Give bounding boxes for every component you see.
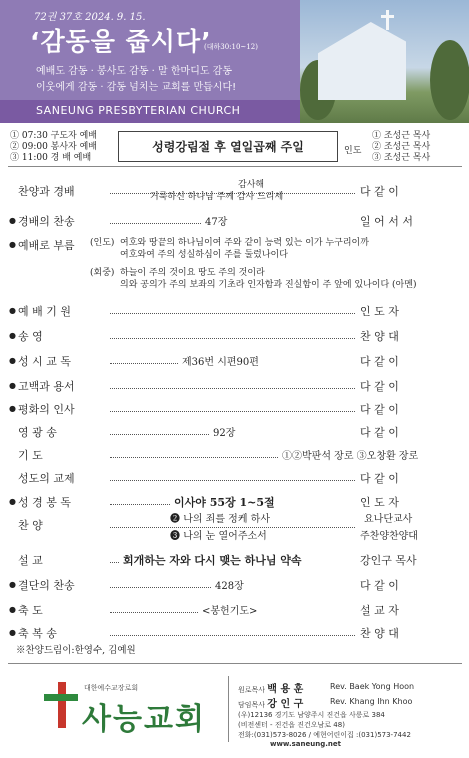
church-english-name: SANEUNG PRESBYTERIAN CHURCH xyxy=(36,104,241,117)
order-row xyxy=(0,574,469,596)
denomination: 대한예수교장로회 xyxy=(84,684,139,692)
call-response-line-1: 하늘이 주의 것이요 땅도 주의 것이라 xyxy=(120,268,265,278)
order-item-content: <봉헌기도> xyxy=(202,606,258,617)
choir-piece xyxy=(170,531,267,542)
order-item-label: 기 도 xyxy=(18,449,43,462)
dotted-leader xyxy=(110,587,211,588)
logo-cross-vertical xyxy=(58,682,66,728)
order-item-content: 92장 xyxy=(213,428,236,439)
logo-cross-horizontal xyxy=(44,694,78,701)
dotted-leader xyxy=(110,612,198,613)
choir-piece-mark: ❸ xyxy=(170,531,180,542)
divider xyxy=(8,663,462,664)
order-item-content: ①②박판석 장로 ③오창환 장로 xyxy=(282,451,419,462)
dotted-leader xyxy=(110,388,355,389)
dotted-leader xyxy=(110,562,119,563)
order-item-label: 찬 양 xyxy=(18,519,43,532)
bulletin-header xyxy=(0,0,469,123)
footer-divider xyxy=(228,676,229,742)
service-time: ② 09:00 봉사자 예배 xyxy=(10,142,97,152)
order-item-leader: 다 같 이 xyxy=(360,426,399,439)
dotted-leader xyxy=(110,411,355,412)
order-item-content: 이사야 55장 1~5절 xyxy=(174,496,275,509)
order-item-label: 설 교 xyxy=(18,554,43,567)
order-row xyxy=(0,421,469,443)
order-row xyxy=(0,444,469,466)
order-item-leader: 다 같 이 xyxy=(360,472,399,485)
service-pastors xyxy=(372,131,430,164)
order-item-label: 축 도 xyxy=(18,604,43,617)
slogan-line-2: 이웃에게 감동 · 감동 넘치는 교회를 만듭시다! xyxy=(36,82,237,93)
order-item-label: 경배의 찬송 xyxy=(18,215,75,228)
call-response-tag: (회중) xyxy=(90,268,115,278)
senior-pastor-label: 원로목사 xyxy=(238,686,266,694)
order-item-label: 영 광 송 xyxy=(18,426,57,439)
tree-image xyxy=(430,40,469,120)
choir-piece xyxy=(170,514,270,525)
stand-marker-icon: ● xyxy=(9,381,16,390)
order-row xyxy=(0,325,469,347)
header-title: ‘감동을 줍시다’ xyxy=(30,27,212,56)
lead-label: 인도 xyxy=(344,146,362,156)
order-item-leader: 다 같 이 xyxy=(360,355,399,368)
lead-pastor xyxy=(238,695,303,710)
slogan-line-1: 예배도 감동 · 봉사도 감동 · 말 한마디도 감동 xyxy=(36,66,233,77)
dotted-leader xyxy=(110,457,278,458)
stand-marker-icon: ● xyxy=(9,605,16,614)
issue-date: 72권 37호 2024. 9. 15. xyxy=(34,12,146,23)
service-times xyxy=(10,131,97,164)
stand-marker-icon: ● xyxy=(9,497,16,506)
praise-song-title: 감사해 xyxy=(238,180,265,190)
address-line: (비전센터 - 진건읍 진건오남로 48) xyxy=(238,721,345,729)
order-row xyxy=(0,398,469,420)
call-lead-tag: (인도) xyxy=(90,238,115,248)
choir-piece-title: 나의 죄를 정케 하사 xyxy=(183,514,271,525)
order-item-leader: 다 같 이 xyxy=(360,185,399,198)
dotted-leader xyxy=(110,363,178,364)
order-row xyxy=(0,375,469,397)
order-row xyxy=(0,300,469,322)
choir-piece-performer: 요나단교사 xyxy=(364,514,413,525)
stand-marker-icon: ● xyxy=(9,404,16,413)
order-row xyxy=(0,491,469,513)
senior-pastor xyxy=(238,680,303,695)
dotted-leader xyxy=(110,338,355,339)
order-item-leader: 인 도 자 xyxy=(360,305,399,318)
order-item-content: 428장 xyxy=(215,581,244,592)
order-item-leader: 일 어 서 서 xyxy=(360,215,413,228)
order-item-content: 제36번 시편90편 xyxy=(182,357,259,368)
cross-icon xyxy=(386,10,389,30)
call-lead-line-1: 여호와 땅끝의 하나님이여 주와 같이 능력 있는 이가 누구리이까 xyxy=(120,238,369,248)
dotted-leader xyxy=(110,313,355,314)
stand-marker-icon: ● xyxy=(9,356,16,365)
stand-marker-icon: ● xyxy=(9,580,16,589)
sunday-theme: 성령강림절 후 열일곱째 주일 xyxy=(118,131,338,162)
stand-marker-icon: ● xyxy=(9,216,16,225)
order-row xyxy=(0,599,469,621)
website-link[interactable]: www.saneung.net xyxy=(270,740,341,748)
service-time: ③ 11:00 경 배 예배 xyxy=(10,153,92,163)
choir-piece-title: 나의 눈 열어주소서 xyxy=(183,531,267,542)
order-item-leader: 설 교 자 xyxy=(360,604,399,617)
order-item-leader: 강인구 목사 xyxy=(360,554,417,567)
church-name: 사능교회 xyxy=(82,702,206,737)
senior-pastor-english: Rev. Baek Yong Hoon xyxy=(330,682,415,691)
stand-marker-icon: ● xyxy=(9,628,16,637)
order-row xyxy=(0,350,469,372)
order-item-leader: 다 같 이 xyxy=(360,579,399,592)
order-item-label: 평화의 인사 xyxy=(18,403,75,416)
pastor-entry: ① 조성근 목사 xyxy=(372,131,431,141)
order-item-label: 예배로 부름 xyxy=(18,239,75,252)
choir-piece-mark: ❷ xyxy=(170,514,180,525)
call-lead-line-2: 여호와여 주의 성실하심이 주를 둘렀나이다 xyxy=(120,250,288,260)
divider xyxy=(8,166,462,167)
order-item-leader: 인 도 자 xyxy=(360,496,399,509)
senior-pastor-name: 백 용 훈 xyxy=(267,684,304,695)
service-time: ① 07:30 구도자 예배 xyxy=(10,131,97,141)
lead-pastor-name: 강 인 구 xyxy=(267,699,304,710)
order-row xyxy=(0,467,469,489)
dotted-leader xyxy=(110,223,201,224)
pastor-entry: ② 조성근 목사 xyxy=(372,142,431,152)
order-item-leader: 다 같 이 xyxy=(360,380,399,393)
church-logo-cross xyxy=(44,682,78,728)
dotted-leader xyxy=(110,527,355,528)
choir-piece-performer: 주찬양찬양대 xyxy=(360,531,418,542)
order-item-label: 찬양과 경배 xyxy=(18,185,75,198)
order-item-label: 성 경 봉 독 xyxy=(18,496,71,509)
stand-marker-icon: ● xyxy=(9,331,16,340)
dotted-leader xyxy=(110,635,355,636)
dotted-leader xyxy=(110,480,355,481)
order-item-leader: 다 같 이 xyxy=(360,403,399,416)
order-item-leader: 찬 양 대 xyxy=(360,330,399,343)
praise-song-subtitle: 거룩하신 하나님 주께 감사 드리세 xyxy=(150,192,284,202)
order-row xyxy=(0,549,469,571)
title-reference: (대하30:10~12) xyxy=(204,43,258,51)
order-item-leader: 찬 양 대 xyxy=(360,627,399,640)
order-item-label: 성 시 교 독 xyxy=(18,355,71,368)
order-row xyxy=(0,210,469,232)
stand-marker-icon: ● xyxy=(9,306,16,315)
order-item-content: 47장 xyxy=(205,217,228,228)
lead-pastor-label: 담임목사 xyxy=(238,701,266,709)
dotted-leader xyxy=(110,504,170,505)
order-item-label: 축 복 송 xyxy=(18,627,57,640)
cross-icon-bar xyxy=(381,15,394,18)
address-line: (우)12136 경기도 남양주시 진건읍 사릉로 384 xyxy=(238,711,385,719)
order-item-label: 결단의 찬송 xyxy=(18,579,75,592)
order-item-label: 송 영 xyxy=(18,330,43,343)
dotted-leader xyxy=(110,434,209,435)
pastor-entry: ③ 조성근 목사 xyxy=(372,153,431,163)
phone-numbers: 전화:(031)573-8026 / 예현어린이집 :(031)573-7442 xyxy=(238,731,411,739)
order-item-label: 예 배 기 원 xyxy=(18,305,71,318)
order-item-label: 성도의 교제 xyxy=(18,472,75,485)
lead-pastor-english: Rev. Khang Ihn Khoo xyxy=(330,697,413,706)
choir-note: ※찬양드림이:한영수, 김예원 xyxy=(16,645,136,656)
order-item-label: 고백과 용서 xyxy=(18,380,75,393)
call-response-line-2: 의와 공의가 주의 보좌의 기초라 인자함과 진실함이 주 앞에 있나이다 (아멘) xyxy=(120,280,417,290)
stand-marker-icon: ● xyxy=(9,240,16,249)
order-item-content: 회개하는 자와 다시 맺는 하나님 약속 xyxy=(123,554,302,567)
order-row xyxy=(0,622,469,644)
